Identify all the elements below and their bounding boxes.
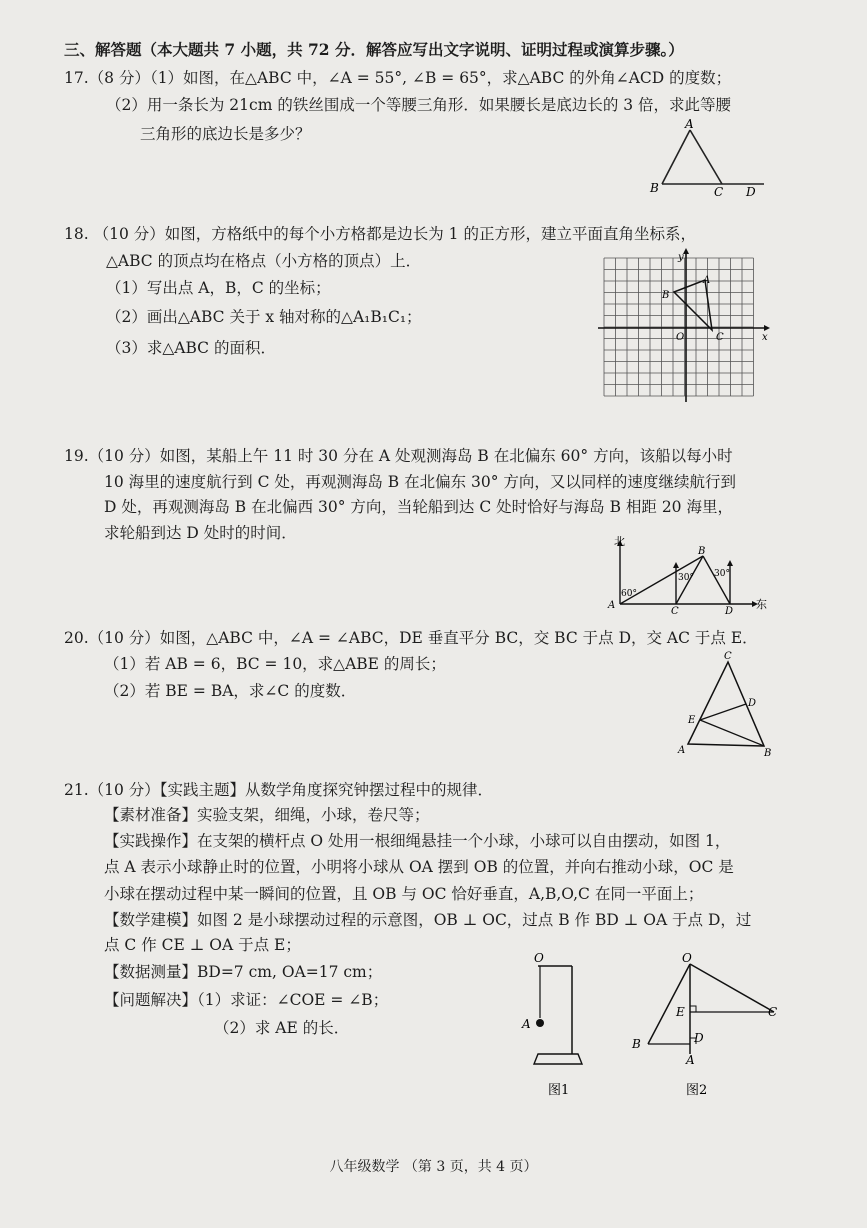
q21-line4: 点 A 表示小球静止时的位置，小明将小球从 OA 摆到 OB 的位置，并向右推动小球，OC 是 bbox=[104, 858, 734, 876]
q18-line1: 18. （10 分）如图，方格纸中的每个小方格都是边长为 1 的正方形，建立平面直角坐标系， bbox=[64, 225, 696, 243]
q19-line4: 求轮船到达 D 处时的时间． bbox=[104, 524, 297, 542]
q20-label-a: A bbox=[678, 745, 686, 756]
q19-label-angle-30-c: 30° bbox=[678, 573, 694, 583]
q20-label-e: E bbox=[688, 715, 696, 726]
q20-line1: 20.（10 分）如图，△ABC 中，∠A = ∠ABC，DE 垂直平分 BC，交 BC 于点 D，交 AC 于点 E． bbox=[64, 629, 758, 647]
q19-label-east: 东 bbox=[756, 598, 767, 611]
q18-grid-figure bbox=[598, 248, 774, 406]
page-footer: 八年级数学 （第 3 页，共 4 页） bbox=[329, 1159, 538, 1175]
q17-triangle-figure bbox=[648, 114, 774, 198]
q18-line2: △ABC 的顶点均在格点（小方格的顶点）上． bbox=[106, 252, 422, 270]
q19-line1: 19.（10 分）如图，某船上午 11 时 30 分在 A 处观测海岛 B 在北偏东 60° 方向，该船以每小时 bbox=[64, 447, 733, 465]
q21-line9: 【问题解决】（1）求证：∠COE = ∠B； bbox=[104, 991, 389, 1009]
q21-fig1-label-o: O bbox=[534, 951, 544, 965]
q21-fig2-caption: 图2 bbox=[686, 1083, 708, 1098]
q19-line3: D 处，再观测海岛 B 在北偏西 30° 方向，当轮船到达 C 处时恰好与海岛 B 相距 20 海里， bbox=[104, 498, 733, 516]
q21-line7: 点 C 作 CE ⊥ OA 于点 E； bbox=[104, 936, 301, 954]
q17-label-d: D bbox=[746, 185, 756, 198]
q18-line3: （1）写出点 A，B，C 的坐标； bbox=[106, 279, 331, 297]
q18-label-a: A bbox=[703, 275, 711, 286]
q19-label-a: A bbox=[608, 600, 616, 611]
section-header: 三、解答题（本大题共 7 小题，共 72 分．解答应写出文字说明、证明过程或演算步骤。） bbox=[64, 40, 684, 59]
q19-label-angle-60: 60° bbox=[621, 589, 637, 599]
q17-label-b: B bbox=[650, 181, 659, 195]
q19-label-angle-30-d: 30° bbox=[714, 569, 730, 579]
q20-line3: （2）若 BE = BA，求∠C 的度数． bbox=[104, 682, 357, 700]
q17-line1: 17.（8 分）（1）如图，在△ABC 中，∠A = 55°, ∠B = 65°，求△ABC 的外角∠ACD 的度数； bbox=[64, 69, 732, 87]
q18-label-y: y bbox=[678, 252, 684, 263]
q17-line3: 三角形的底边长是多少？ bbox=[140, 125, 311, 143]
q21-line2: 【素材准备】实验支架，细绳，小球，卷尺等； bbox=[104, 806, 430, 824]
q21-line3: 【实践操作】在支架的横杆点 O 处用一根细绳悬挂一个小球，小球可以自由摆动，如图 1， bbox=[104, 832, 731, 850]
q19-line2: 10 海里的速度航行到 C 处，再观测海岛 B 在北偏东 30° 方向，又以同样的速度继续航行到 bbox=[104, 473, 736, 491]
q21-fig2-label-o: O bbox=[682, 951, 692, 965]
q21-line8: 【数据测量】BD=7 cm, OA=17 cm； bbox=[104, 963, 383, 981]
q21-line6: 【数学建模】如图 2 是小球摆动过程的示意图，OB ⊥ OC，过点 B 作 BD ⊥ OA 于点 D，过 bbox=[104, 911, 752, 929]
q19-navigation-figure bbox=[606, 534, 770, 616]
q21-fig2-label-b: B bbox=[632, 1037, 641, 1051]
q21-line10: （2）求 AE 的长． bbox=[214, 1019, 350, 1037]
q21-fig2-label-c: C bbox=[768, 1005, 778, 1019]
q20-label-d: D bbox=[748, 698, 757, 709]
q18-label-b: B bbox=[662, 290, 670, 301]
q21-fig2-label-e: E bbox=[676, 1005, 685, 1019]
q20-label-b: B bbox=[764, 748, 772, 759]
q19-label-north: 北 bbox=[614, 535, 625, 548]
q18-label-c: C bbox=[716, 332, 724, 343]
q19-label-b: B bbox=[698, 546, 706, 557]
q17-label-a: A bbox=[685, 117, 694, 131]
q19-label-c: C bbox=[671, 606, 679, 616]
q21-fig2-label-a: A bbox=[686, 1053, 695, 1067]
q21-line5: 小球在摆动过程中某一瞬间的位置，且 OB 与 OC 恰好垂直，A,B,O,C 在同一平面上； bbox=[104, 885, 704, 903]
q18-line4: （2）画出△ABC 关于 x 轴对称的△A₁B₁C₁； bbox=[106, 308, 422, 326]
q20-line2: （1）若 AB = 6，BC = 10，求△ABE 的周长； bbox=[104, 655, 446, 673]
q20-label-c: C bbox=[724, 651, 732, 662]
q17-label-c: C bbox=[714, 185, 724, 198]
q21-figure-2 bbox=[624, 950, 784, 1100]
q18-label-o: O bbox=[676, 332, 685, 343]
q18-label-x: x bbox=[762, 332, 768, 343]
q19-label-d: D bbox=[725, 606, 734, 616]
q21-figure-1 bbox=[520, 950, 590, 1100]
q20-triangle-figure bbox=[676, 648, 776, 762]
q17-line2: （2）用一条长为 21cm 的铁丝围成一个等腰三角形．如果腰长是底边长的 3 倍，求此等腰 bbox=[106, 96, 732, 114]
q21-line1: 21.（10 分）【实践主题】从数学角度探究钟摆过程中的规律． bbox=[64, 781, 494, 799]
q21-fig1-label-a: A bbox=[522, 1017, 531, 1031]
q21-fig2-label-d: D bbox=[694, 1031, 704, 1045]
q21-fig1-caption: 图1 bbox=[548, 1083, 570, 1098]
q18-line5: （3）求△ABC 的面积． bbox=[106, 339, 276, 357]
